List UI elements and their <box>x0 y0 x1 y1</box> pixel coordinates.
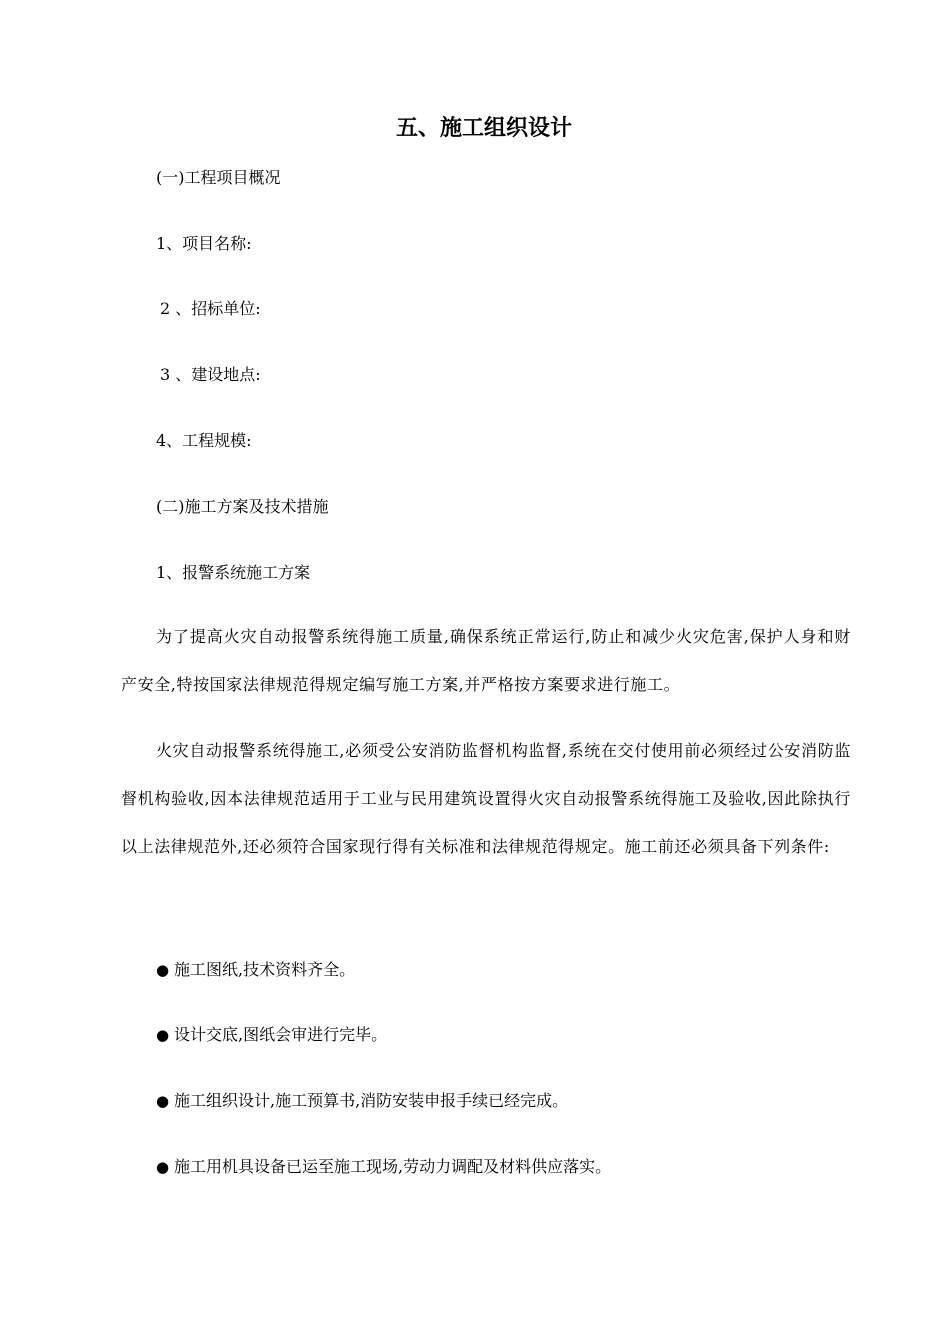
bullet-icon: ● <box>156 1158 170 1176</box>
item-project-name: 1、项目名称: <box>156 234 252 253</box>
item-construction-site: 3 、建设地点: <box>160 365 261 384</box>
paragraph-purpose: 为了提高火灾自动报警系统得施工质量,确保系统正常运行,防止和减少火灾危害,保护人身和财产安全,特按国家法律规范得规定编写施工方案,并严格按方案要求进行施工。 <box>121 627 851 694</box>
bullet-item <box>156 1023 387 1047</box>
bullet-icon: ● <box>156 1026 170 1044</box>
section-heading-overview: (一)工程项目概况 <box>156 168 281 187</box>
bullet-text: 施工用机具设备已运至施工现场,劳动力调配及材料供应落实。 <box>174 1157 612 1176</box>
bullet-item <box>156 1155 611 1179</box>
bullet-text: 施工组织设计,施工预算书,消防安装申报手续已经完成。 <box>174 1091 569 1110</box>
item-bidding-unit: 2 、招标单位: <box>160 299 261 318</box>
bullet-item <box>156 958 355 982</box>
bullet-text: 设计交底,图纸会审进行完毕。 <box>174 1025 388 1044</box>
page-title: 五、施工组织设计 <box>395 116 572 141</box>
item-project-scale: 4、工程规模: <box>156 431 252 450</box>
subheading-alarm-plan: 1、报警系统施工方案 <box>156 563 311 582</box>
section-heading-plan: (二)施工方案及技术措施 <box>156 497 329 516</box>
bullet-icon: ● <box>156 1092 170 1110</box>
bullet-text: 施工图纸,技术资料齐全。 <box>174 960 356 979</box>
paragraph-requirements: 火灾自动报警系统得施工,必须受公安消防监督机构监督,系统在交付使用前必须经过公安消防监督机构验收,因本法律规范适用于工业与民用建筑设置得火灾自动报警系统得施工及验收,因此除执行以上法律规范外,还必须符合国家现行得有关标准和法律规范得规定。施工前还必须具备下列条件: <box>121 741 851 856</box>
bullet-item <box>156 1089 568 1113</box>
bullet-icon: ● <box>156 961 170 979</box>
